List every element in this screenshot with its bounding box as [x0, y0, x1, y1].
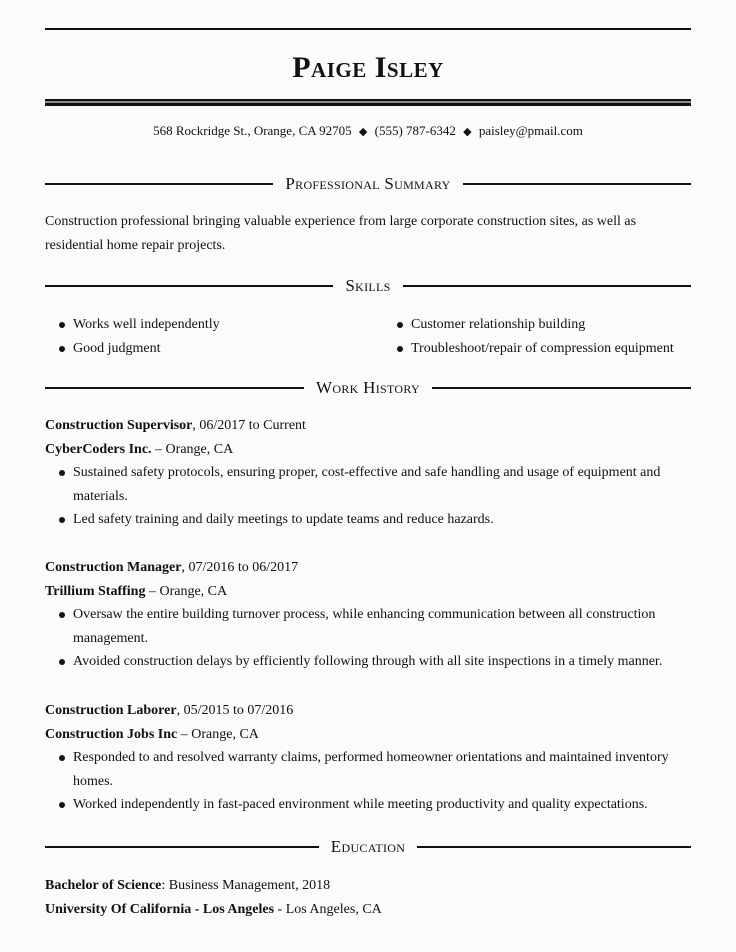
section-title: Skills	[345, 276, 391, 295]
job-bullet: Worked independently in fast-paced environment while meeting productivity and quality expectations.	[45, 793, 691, 817]
job-dates: , 06/2017 to Current	[192, 418, 306, 433]
job-entry	[45, 414, 691, 532]
skills-list	[45, 313, 691, 361]
section-rule-right	[463, 183, 691, 185]
skill-item: Troubleshoot/repair of compression equipment	[383, 337, 691, 361]
job-company: Trillium Staffing	[45, 583, 146, 599]
job-title: Construction Supervisor	[45, 418, 193, 433]
job-location: – Orange, CA	[145, 583, 228, 599]
contact-address: 568 Rockridge St., Orange, CA 92705	[153, 123, 352, 138]
school-location: - Los Angeles, CA	[274, 902, 382, 917]
candidate-name: Paige Isley	[292, 51, 444, 84]
job-bullet: Led safety training and daily meetings to update teams and reduce hazards.	[45, 508, 691, 532]
summary-text: Construction professional bringing valuable experience from large corporate construction sites, as well as residential home repair projects.	[45, 214, 637, 253]
section-heading-skills	[45, 277, 691, 295]
job-title-line	[45, 414, 691, 438]
job-location: – Orange, CA	[151, 441, 234, 457]
job-title: Construction Manager	[45, 560, 182, 575]
job-bullets	[45, 746, 691, 817]
job-bullets	[45, 461, 691, 532]
section-rule-right	[432, 387, 691, 389]
job-entry	[45, 699, 691, 817]
skill-item: Good judgment	[45, 337, 383, 361]
degree-line	[45, 874, 691, 898]
job-dates: , 07/2016 to 06/2017	[181, 560, 299, 575]
section-rule-right	[417, 846, 691, 848]
section-rule-left	[45, 846, 319, 848]
section-title: Professional Summary	[285, 174, 451, 193]
skill-item: Works well independently	[45, 313, 383, 337]
diamond-separator-icon: ◆	[463, 126, 472, 138]
job-company-line	[45, 438, 691, 462]
job-bullet: Sustained safety protocols, ensuring proper, cost-effective and safe handling and usage of equipment and materials.	[45, 461, 691, 508]
contact-phone: (555) 787-6342	[374, 123, 456, 138]
contact-line	[45, 123, 691, 140]
job-title-line	[45, 556, 691, 580]
school-name: University Of California - Los Angeles	[45, 902, 275, 917]
section-heading-summary	[45, 175, 691, 193]
section-heading-work-history	[45, 379, 691, 397]
job-company: Construction Jobs Inc	[45, 726, 178, 742]
job-entry	[45, 556, 691, 674]
job-company-line	[45, 723, 691, 747]
degree-detail: : Business Management, 2018	[161, 878, 331, 893]
section-title: Education	[330, 837, 406, 856]
job-company: CyberCoders Inc.	[45, 441, 152, 457]
job-bullet: Avoided construction delays by efficiently following through with all site inspections in a timely manner.	[45, 650, 691, 674]
job-location: – Orange, CA	[177, 726, 259, 742]
diamond-separator-icon: ◆	[358, 126, 368, 138]
job-dates: , 05/2015 to 07/2016	[176, 703, 294, 718]
double-rule	[45, 99, 691, 107]
job-company-line	[45, 580, 691, 604]
skill-item: Customer relationship building	[383, 313, 691, 337]
job-bullets	[45, 603, 691, 674]
section-title: Work History	[316, 378, 420, 397]
contact-email: paisley@pmail.com	[478, 123, 583, 138]
top-rule	[45, 28, 691, 30]
job-bullet: Responded to and resolved warranty claims, performed homeowner orientations and maintained inventory homes.	[45, 746, 691, 793]
job-bullet: Oversaw the entire building turnover process, while enhancing communication between all construction management.	[45, 603, 691, 650]
education-entry	[45, 874, 691, 922]
degree: Bachelor of Science	[45, 878, 162, 893]
section-rule-left	[45, 183, 273, 185]
section-heading-education	[45, 838, 691, 856]
section-rule-left	[45, 387, 304, 389]
section-rule-right	[403, 285, 691, 287]
school-line	[45, 898, 691, 922]
job-title-line	[45, 699, 691, 723]
job-title: Construction Laborer	[45, 703, 177, 718]
section-rule-left	[45, 285, 333, 287]
